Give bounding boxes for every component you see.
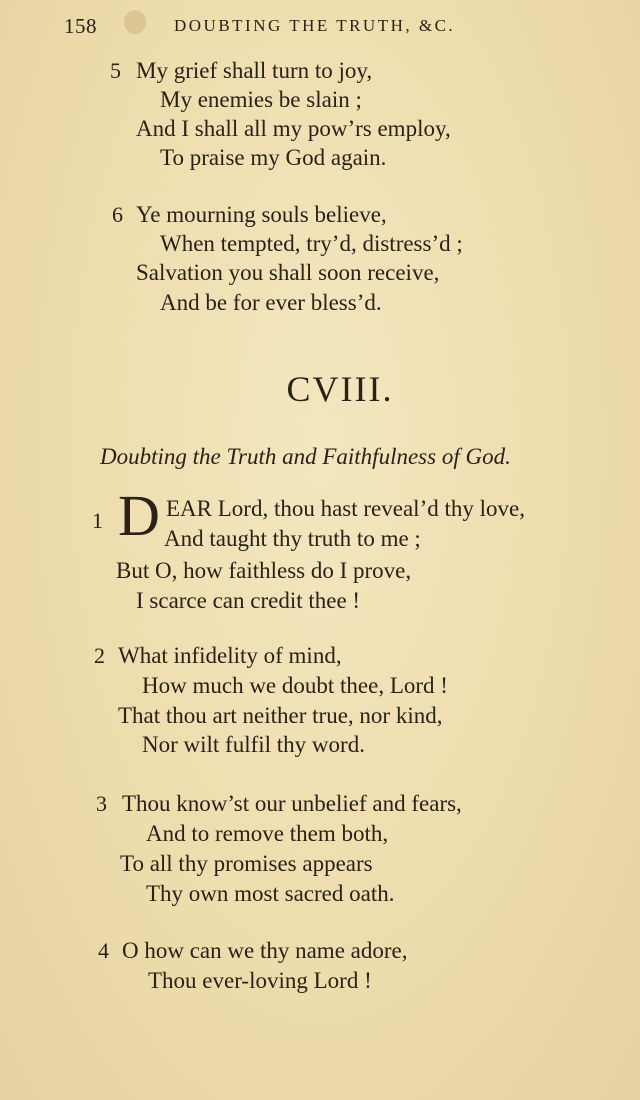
- drop-cap: D: [118, 483, 160, 548]
- verse-number: 5: [110, 58, 121, 83]
- hymn-title: Doubting the Truth and Faithfulness of God.: [100, 444, 511, 469]
- verse-line: My enemies be slain ;: [160, 87, 362, 112]
- verse-line: How much we doubt thee, Lord !: [142, 673, 448, 698]
- verse-line: And taught thy truth to me ;: [164, 526, 421, 551]
- verse-line: And to remove them both,: [146, 821, 389, 846]
- verse-number: 2: [94, 643, 105, 668]
- verse-line: What infidelity of mind,: [118, 643, 342, 668]
- verse-number: 3: [96, 791, 107, 816]
- page-number: 158: [64, 14, 97, 38]
- verse-number: 4: [98, 938, 109, 963]
- verse-line: Thy own most sacred oath.: [146, 881, 395, 906]
- verse-number: 1: [92, 508, 103, 533]
- verse-line: I scarce can credit thee !: [136, 588, 361, 613]
- hymn-number: CVIII.: [286, 369, 394, 409]
- verse-number: 6: [112, 202, 123, 227]
- verse-line: Nor wilt fulfil thy word.: [142, 732, 365, 757]
- verse-line: That thou art neither true, nor kind,: [118, 703, 443, 728]
- verse-line: To praise my God again.: [160, 145, 387, 170]
- verse-line: And be for ever bless’d.: [160, 290, 382, 315]
- verse-line: Thou ever-loving Lord !: [148, 968, 372, 993]
- verse-line: But O, how faithless do I prove,: [116, 558, 412, 583]
- verse-line: My grief shall turn to joy,: [136, 58, 373, 83]
- verse-line: O how can we thy name adore,: [122, 938, 408, 963]
- running-title: DOUBTING THE TRUTH, &C.: [174, 16, 456, 35]
- verse-line: When tempted, try’d, distress’d ;: [160, 231, 463, 256]
- verse-line: Ye mourning souls believe,: [136, 202, 387, 227]
- verse-line: EAR Lord, thou hast reveal’d thy love,: [166, 496, 525, 521]
- running-head: [64, 14, 504, 44]
- verse-line: To all thy promises appears: [120, 851, 373, 876]
- verse-line: And I shall all my pow’rs employ,: [136, 116, 451, 141]
- verse-line: Salvation you shall soon receive,: [136, 260, 440, 285]
- verse-line: Thou know’st our unbelief and fears,: [122, 791, 462, 816]
